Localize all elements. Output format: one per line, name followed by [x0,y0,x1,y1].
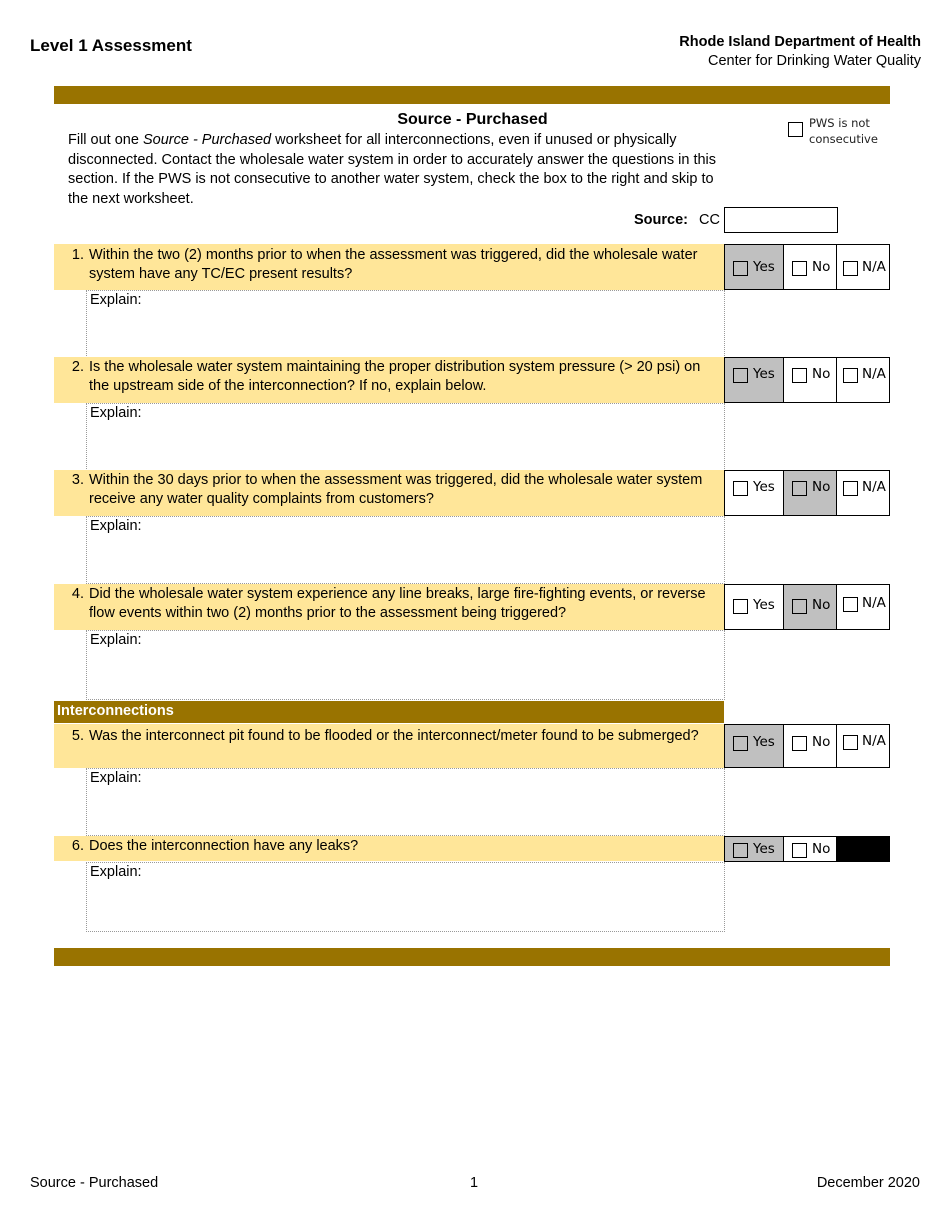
no-option[interactable] [783,244,837,290]
explain-field[interactable] [86,290,725,358]
na-option[interactable] [836,470,890,516]
explain-field[interactable] [86,768,725,836]
footer-date: December 2020 [816,1175,920,1191]
yes-option[interactable] [724,357,784,403]
explain-label: Explain: [90,405,142,421]
na-label: N/A [862,366,886,382]
yes-label: Yes [753,366,775,382]
intro-post: worksheet for all interconnections, even if unused or physically disconnected. Contact the wholesale water system in order to accurately answer the questions in this section. If the PWS is not consecutive to another water system, check the box to the right and skip to the next worksheet. [68,132,717,207]
interconnections-header [54,701,724,723]
no-option[interactable] [783,836,837,862]
question-number: 3. [71,472,84,488]
no-option[interactable] [783,470,837,516]
na-label: N/A [862,733,886,749]
no-option[interactable] [783,357,837,403]
checkbox-icon [733,261,748,276]
no-label: No [812,841,831,857]
checkbox-icon [733,843,748,858]
section-instructions [68,131,728,209]
bottom-divider-bar [54,948,890,966]
yes-label: Yes [753,259,775,275]
no-label: No [812,734,831,750]
yes-option[interactable] [724,470,784,516]
question-text: Does the interconnection have any leaks? [89,838,359,854]
checkbox-icon [792,368,807,383]
yes-label: Yes [753,597,775,613]
document-title: Level 1 Assessment [30,36,192,55]
pws-not-consecutive-label [809,115,878,147]
explain-label: Explain: [90,292,142,308]
question-text: Was the interconnect pit found to be flooded or the interconnect/meter found to be submerged? [89,728,699,744]
organization-center: Center for Drinking Water Quality [707,53,921,69]
na-option[interactable] [836,584,890,630]
checkbox-icon [792,736,807,751]
checkbox-icon [792,843,807,858]
yes-option[interactable] [724,244,784,290]
checkbox-icon [792,599,807,614]
source-label: Source: [634,212,688,228]
interconnections-label: Interconnections [57,703,174,719]
intro-emphasis: Source - Purchased [142,132,272,148]
na-label: N/A [862,595,886,611]
yes-label: Yes [753,841,775,857]
checkbox-icon [843,597,858,612]
question-number: 4. [71,586,84,602]
intro-pre: Fill out one [68,132,143,148]
na-option[interactable] [836,357,890,403]
checkbox-icon [843,481,858,496]
no-label: No [812,366,831,382]
explain-field[interactable] [86,516,725,584]
question-number: 5. [71,728,84,744]
source-prefix: CC [699,212,720,228]
source-input[interactable] [724,207,838,233]
yes-label: Yes [753,734,775,750]
pws-label-line1: PWS is not [809,116,870,130]
explain-label: Explain: [90,864,142,880]
explain-field[interactable] [86,403,725,471]
explain-label: Explain: [90,518,142,534]
footer-page-number: 1 [469,1175,479,1191]
section-title: Source - Purchased [397,111,548,128]
na-label: N/A [862,479,886,495]
explain-label: Explain: [90,770,142,786]
no-label: No [812,259,831,275]
question-number: 6. [71,838,84,854]
checkbox-icon [843,368,858,383]
question-text: Within the two (2) months prior to when the assessment was triggered, did the wholesale water system have any TC/EC present results? [89,247,698,282]
na-label: N/A [862,259,886,275]
na-option[interactable] [836,724,890,768]
no-option[interactable] [783,724,837,768]
explain-field[interactable] [86,862,725,932]
checkbox-icon [733,368,748,383]
question-text: Within the 30 days prior to when the assessment was triggered, did the wholesale water system receive any water quality complaints from customers? [89,472,703,507]
checkbox-icon [792,481,807,496]
checkbox-icon [843,261,858,276]
checkbox-icon [733,736,748,751]
question-text: Is the wholesale water system maintaining the proper distribution system pressure (> 20 psi) on the upstream side of the interconnection? If no, explain below. [89,359,701,394]
question-text: Did the wholesale water system experience any line breaks, large fire-fighting events, or reverse flow events within two (2) months prior to the assessment being triggered? [89,586,706,621]
yes-option[interactable] [724,836,784,862]
pws-not-consecutive-checkbox[interactable] [788,122,803,137]
footer-section-name: Source - Purchased [30,1175,159,1191]
organization-name: Rhode Island Department of Health [679,34,921,50]
no-option[interactable] [783,584,837,630]
explain-field[interactable] [86,630,725,700]
no-label: No [812,597,831,613]
checkbox-icon [843,735,858,750]
no-label: No [812,479,831,495]
top-divider-bar [54,86,890,104]
yes-option[interactable] [724,724,784,768]
yes-label: Yes [753,479,775,495]
checkbox-icon [792,261,807,276]
yes-option[interactable] [724,584,784,630]
question-number: 1. [71,247,84,263]
explain-label: Explain: [90,632,142,648]
na-option[interactable] [836,244,890,290]
blocked-option-cell [836,836,890,862]
checkbox-icon [733,481,748,496]
question-number: 2. [71,359,84,375]
pws-label-line2: consecutive [809,132,878,146]
checkbox-icon [733,599,748,614]
